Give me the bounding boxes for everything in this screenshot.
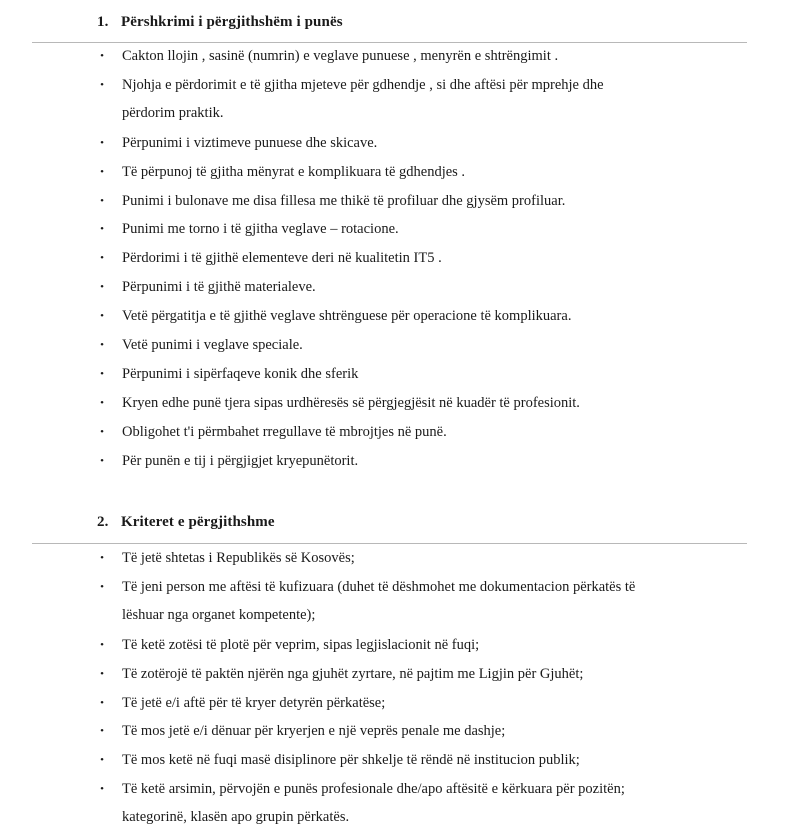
list-item-text [122,573,722,629]
section-2-number: 2. [97,514,109,530]
bullet-icon: • [100,281,104,294]
list-item-line: Përpunimi i të gjithë materialeve. [122,279,316,296]
section-1-number: 1. [97,14,109,30]
list-item-line: Të jeni person me aftësi të kufizuara (duhet të dëshmohet me dokumentacion përkatës të [122,578,636,595]
list-item-text [122,360,722,388]
list-item-line: Të ketë arsimin, përvojën e punës profesionale dhe/apo aftësitë e kërkuara për pozitën; [122,781,625,798]
list-item-line: Të zotërojë të paktën njërën nga gjuhët zyrtare, në pajtim me Ligjin për Gjuhët; [122,665,584,682]
list-item-text [122,273,722,301]
list-item-line: Për punën e tij i përgjigjet kryepunëtorit. [122,452,359,469]
section-2-title: Kriteret e përgjithshme [121,514,275,530]
list-item-text [122,42,722,70]
list-item-text [122,244,722,272]
bullet-icon: • [100,339,104,351]
list-item-text [122,215,722,243]
list-item-text [122,187,722,215]
bullet-icon: • [100,580,104,593]
list-item-text [122,746,722,774]
list-item-continuation-line: lëshuar nga organet kompetente); [122,606,316,623]
bullet-icon: • [100,783,104,796]
list-item-line: Të jetë shtetas i Republikës së Kosovës; [122,550,355,566]
list-item-line: Të përpunoj të gjitha mënyrat e komplikuara të gdhendjes . [122,163,466,180]
list-item-line: Cakton llojin , sasinë (numrin) e veglave punuese , menyrën e shtrëngimit . [122,48,559,64]
list-item-text [122,389,722,417]
list-item-line: Të mos ketë në fuqi masë disiplinore për shkelje të rëndë në institucion publik; [122,752,580,769]
bullet-icon: • [100,252,104,265]
list-item-line: Të ketë zotësi të plotë për veprim, sipas legjislacionit në fuqi; [122,636,480,653]
list-item-text [122,544,722,572]
list-item-line: Obligohet t'i përmbahet rregullave të mbrojtjes në punë. [122,423,447,440]
bullet-icon: • [100,223,104,236]
list-item-line: Vetë përgatitja e të gjithë veglave shtrënguese për operacione të komplikuara. [122,308,572,325]
list-item-line: Punimi i bulonave me disa fillesa me thikë të profiluar dhe gjysëm profiluar. [122,192,566,209]
bullet-icon: • [100,396,104,409]
list-item-text [122,129,722,157]
list-item-text [122,631,722,659]
bullet-icon: • [100,78,104,91]
list-item-text [122,302,722,330]
list-item-line: Të jetë e/i aftë për të kryer detyrën përkatëse; [122,694,386,711]
section-2-heading [97,514,275,531]
list-item-text [122,331,722,359]
list-item-text [122,447,722,475]
list-item-text [122,689,722,717]
list-item-continuation-line: përdorim praktik. [122,104,224,121]
list-item-text [122,660,722,688]
list-item-line: Kryen edhe punë tjera sipas urdhëresës së përgjegjësit në kuadër të profesionit. [122,394,580,411]
list-item-line: Përpunimi i viztimeve punuese dhe skicave. [122,134,378,151]
list-item-line: Të mos jetë e/i dënuar për kryerjen e një veprës penale me dashje; [122,723,506,740]
bullet-icon: • [100,425,104,438]
list-item-line: Përpunimi i sipërfaqeve konik dhe sferik [122,365,359,382]
bullet-icon: • [100,696,104,709]
section-1-title: Përshkrimi i përgjithshëm i punës [121,14,343,30]
bullet-icon: • [100,667,104,680]
bullet-icon: • [100,552,104,564]
bullet-icon: • [100,310,104,323]
bullet-icon: • [100,725,104,738]
bullet-icon: • [100,194,104,207]
bullet-icon: • [100,638,104,651]
list-item-line: Përdorimi i të gjithë elementeve deri në kualitetin IT5 . [122,250,442,267]
list-item-text [122,775,722,831]
bullet-icon: • [100,754,104,767]
list-item-text [122,71,722,127]
list-item-text [122,717,722,745]
bullet-icon: • [100,50,104,62]
list-item-line: Njohja e përdorimit e të gjitha mjeteve për gdhendje , si dhe aftësi për mprehje dhe [122,76,604,93]
list-item-line: Vetë punimi i veglave speciale. [122,337,303,353]
bullet-icon: • [100,454,104,467]
list-item-text [122,418,722,446]
list-item-line: Punimi me torno i të gjitha veglave – rotacione. [122,221,399,238]
list-item-text [122,158,722,186]
list-item-continuation-line: kategorinë, klasën apo grupin përkatës. [122,809,350,826]
bullet-icon: • [100,367,104,380]
section-1-heading [97,14,343,31]
bullet-icon: • [100,165,104,178]
bullet-icon: • [100,136,104,149]
